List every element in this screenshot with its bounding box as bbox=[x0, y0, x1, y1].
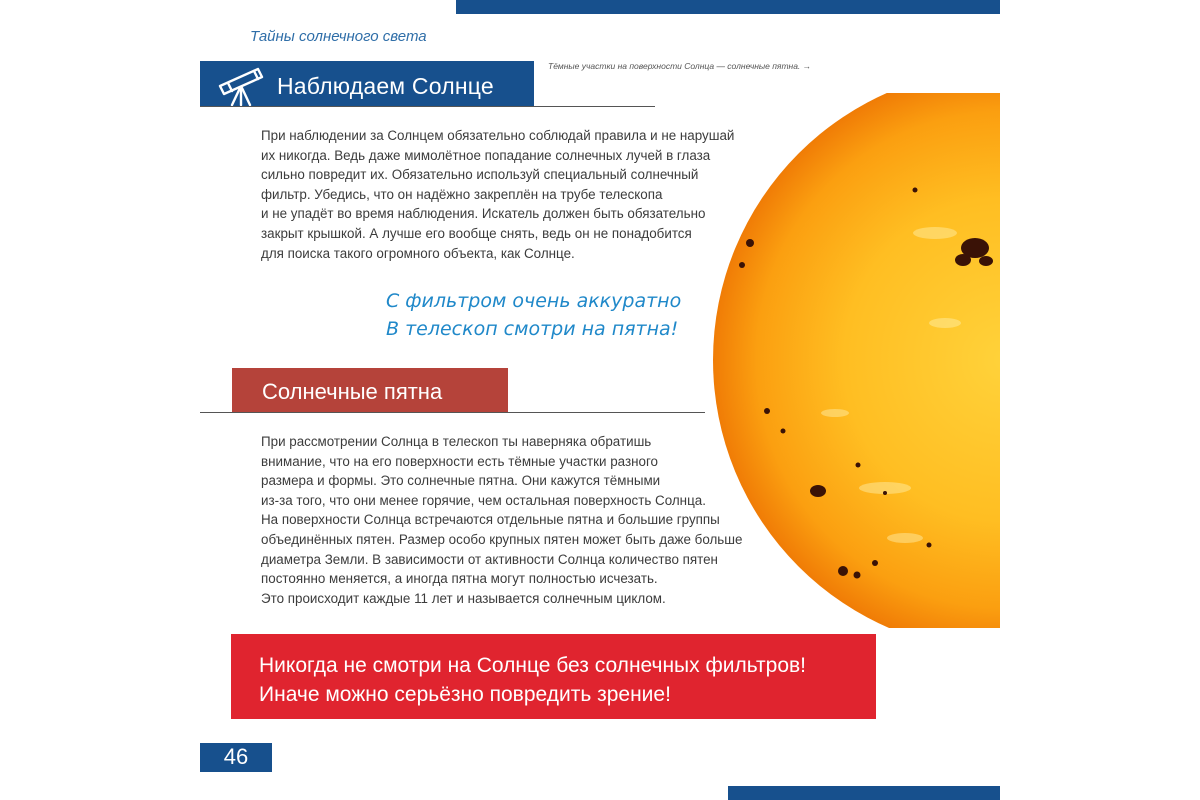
rhyme-note bbox=[386, 287, 681, 343]
bottom-decor-bar bbox=[728, 786, 1000, 800]
text-line: фильтр. Убедись, что он надёжно закреплён на трубе телескопа bbox=[261, 186, 663, 202]
text-line: При наблюдении за Солнцем обязательно соблюдай правила и не нарушай bbox=[261, 128, 735, 143]
text-line: На поверхности Солнца встречаются отдельные пятна и большие группы bbox=[261, 512, 720, 528]
warning-line: Иначе можно серьёзно повредить зрение! bbox=[259, 683, 671, 706]
section-heading-observe: Наблюдаем Солнце bbox=[277, 73, 494, 99]
text-line: для поиска такого огромного объекта, как Солнце. bbox=[261, 245, 575, 261]
warning-text bbox=[259, 651, 806, 709]
text-line: диаметра Земли. В зависимости от активности Солнца количество пятен bbox=[261, 551, 718, 567]
warning-line: Никогда не смотри на Солнце без солнечных фильтров! bbox=[259, 654, 807, 677]
section-heading-sunspots: Солнечные пятна bbox=[262, 379, 443, 404]
sun-disc bbox=[713, 93, 1000, 628]
text-line: закрыт крышкой. А лучше его вообще снять, ведь он не понадобится bbox=[261, 225, 692, 241]
text-line: из-за того, что они менее горячие, чем остальная поверхность Солнца. bbox=[261, 492, 706, 508]
text-line: размера и формы. Это солнечные пятна. Они кажутся тёмными bbox=[261, 473, 661, 489]
section-divider-observe bbox=[200, 106, 655, 107]
sun-image bbox=[705, 93, 1000, 628]
telescope-icon bbox=[214, 64, 268, 106]
running-title: Тайны солнечного света bbox=[250, 28, 427, 45]
text-line: объединённых пятен. Размер особо крупных пятен может быть даже больше bbox=[261, 531, 743, 547]
text-line: внимание, что на его поверхности есть тёмные участки разного bbox=[261, 453, 658, 469]
top-decor-bar bbox=[456, 0, 1000, 14]
text-line: постоянно меняется, а иногда пятна могут полностью исчезать. bbox=[261, 571, 658, 587]
paragraph-observe bbox=[261, 126, 771, 263]
text-line: их никогда. Ведь даже мимолётное попадание солнечных лучей в глаза bbox=[261, 147, 711, 163]
text-line: Это происходит каждые 11 лет и называется солнечным циклом. bbox=[261, 590, 666, 606]
text-line: и не упадёт во время наблюдения. Искатель должен быть обязательно bbox=[261, 206, 706, 222]
section-divider-sunspots bbox=[200, 412, 705, 413]
text-line: сильно повредит их. Обязательно используй специальный солнечный bbox=[261, 167, 699, 183]
paragraph-sunspots bbox=[261, 432, 781, 608]
page-number: 46 bbox=[223, 744, 249, 769]
rhyme-line: С фильтром очень аккуратно bbox=[386, 290, 682, 312]
text-line: При рассмотрении Солнца в телескоп ты наверняка обратишь bbox=[261, 434, 652, 449]
sun-photo-caption: Тёмные участки на поверхности Солнца — солнечные пятна. → bbox=[548, 61, 812, 71]
rhyme-line: В телескоп смотри на пятна! bbox=[386, 318, 679, 340]
